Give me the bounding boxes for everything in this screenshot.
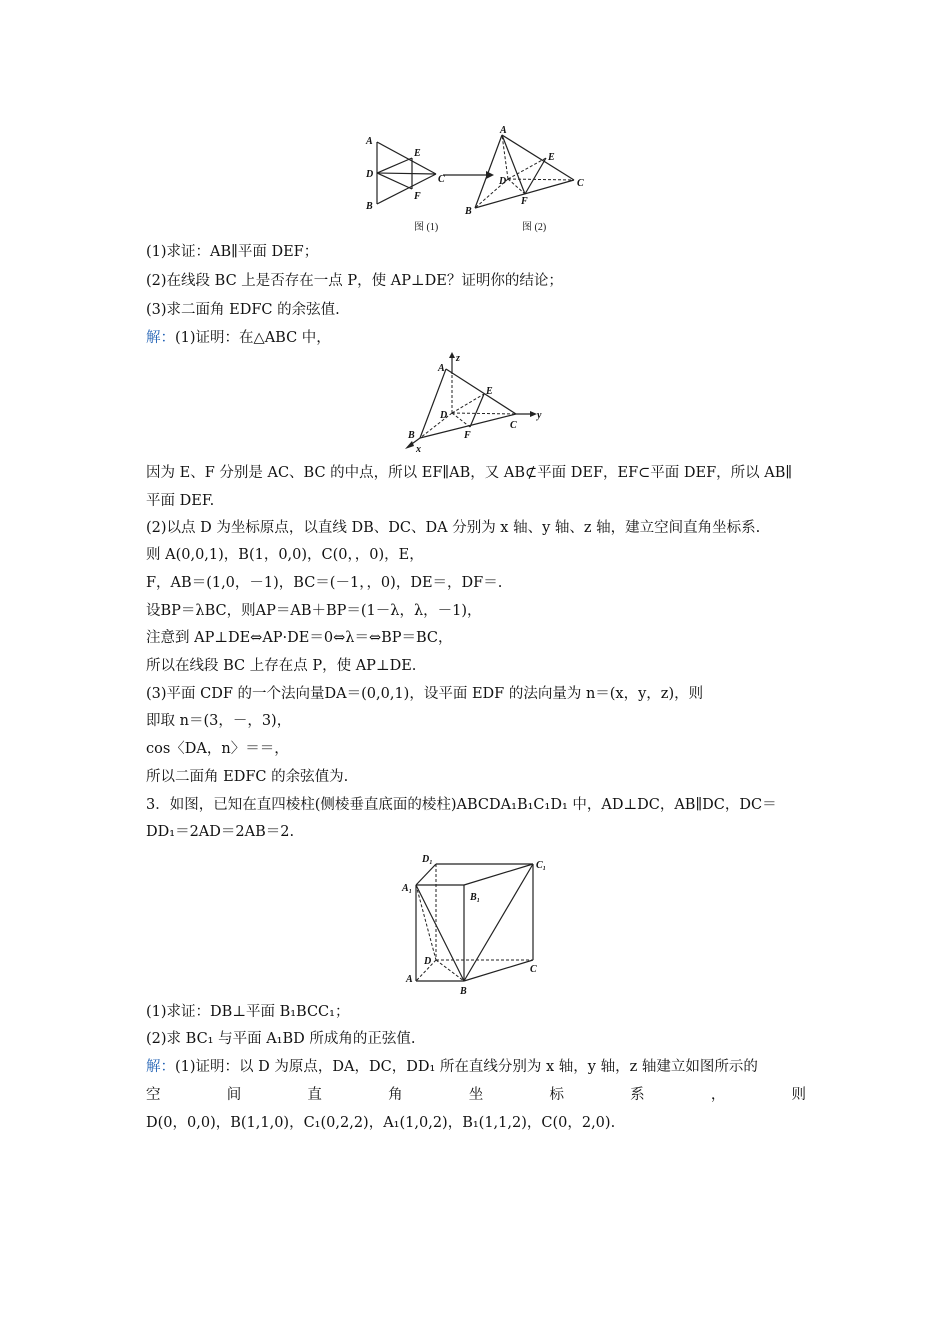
f2-label-A: A [438,363,445,374]
label-D2: D [499,176,507,187]
figure-fold-triangles [360,122,590,237]
solution-step-6: F，AB＝(1,0，－1)，BC＝(－1，，0)，DE＝，DF＝. [146,575,503,591]
solution3-prefix: 解： [146,1059,175,1075]
f2-label-C: C [510,420,517,431]
solution3-word: 系 [630,1087,645,1103]
axis-y: y [537,410,542,421]
solution3-word: 间 [226,1087,242,1103]
f2-label-D: D [440,410,448,421]
label-B: B [366,201,373,212]
f3-label-B: B [460,986,467,997]
solution3-word: 标 [549,1087,564,1103]
problem-3-line-1: 3．如图，已知在直四棱柱(侧棱垂直底面的棱柱)ABCDA₁B₁C₁D₁ 中，AD⊥DC，AB∥DC，DC＝ [146,797,777,813]
label-A: A [366,136,373,147]
prism-diagram [398,850,558,998]
label-A2: A [500,125,507,136]
axis-z: z [456,353,460,364]
solution3-intro [146,1057,758,1077]
label-F2: F [521,196,528,207]
problem-3-line-2: DD₁＝2AD＝2AB＝2. [146,824,295,840]
solution-step-13: 所以二面角 EDFC 的余弦值为. [146,769,349,785]
solution3-word: ， [710,1087,726,1103]
f3-label-B1: B₁ [470,892,481,903]
coordinate-diagram [400,352,550,454]
f3-label-A: A [406,974,413,985]
solution3-step-2 [146,1085,806,1105]
solution-step-1: (1)证明：在△ABC 中， [175,330,331,346]
solution-step-9: 所以在线段 BC 上存在点 P，使 AP⊥DE. [146,658,417,674]
fold-diagram [360,122,590,237]
f2-label-F: F [464,430,471,441]
f2-label-E: E [486,386,493,397]
f3-label-D: D [424,956,432,967]
fig1-caption: 图 (1) [414,222,439,233]
solution-step-2: 因为 E、F 分别是 AC、BC 的中点，所以 EF∥AB，又 AB⊄平面 DEF，EF⊂平面 DEF，所以 AB∥ [146,465,793,481]
label-B2: B [465,206,472,217]
solution-step-10: (3)平面 CDF 的一个法向量DA＝(0,0,1)，设平面 EDF 的法向量为 n＝(x，y，z)，则 [146,686,704,702]
solution-step-3: 平面 DEF. [146,493,215,509]
solution-intro [146,328,331,348]
solution-step-11: 即取 n＝(3，－，3)， [146,713,292,729]
solution3-step-1: (1)证明：以 D 为原点，DA，DC，DD₁ 所在直线分别为 x 轴，y 轴，z 轴建立如图所示的 [175,1059,758,1075]
solution3-word: 坐 [468,1087,484,1103]
solution3-word: 则 [791,1087,806,1103]
question-1: (1)求证：AB∥平面 DEF； [146,244,319,260]
solution-step-7: 设BP＝λBC，则AP＝AB＋BP＝(1－λ，λ，－1)， [146,603,482,619]
label-C: C [438,174,445,185]
f3-label-C1: C₁ [536,860,547,871]
label-E: E [414,148,421,159]
solution3-word: 直 [307,1087,322,1103]
solution-prefix: 解： [146,330,175,346]
question-2: (2)在线段 BC 上是否存在一点 P，使 AP⊥DE？证明你的结论； [146,273,563,289]
solution-step-4: (2)以点 D 为坐标原点，以直线 DB、DC、DA 分别为 x 轴、y 轴、z 轴，建立空间直角坐标系. [146,520,761,536]
label-F: F [414,191,421,202]
figure-prism [398,850,558,998]
label-D: D [366,169,374,180]
solution3-word: 角 [388,1087,403,1103]
solution-step-12: cos〈DA，n〉＝＝， [146,741,289,757]
solution3-step-3: D(0，0,0)，B(1,1,0)，C₁(0,2,2)，A₁(1,0,2)，B₁(1,1,2)，C(0，2,0). [146,1115,616,1131]
label-C2: C [577,178,584,189]
question3-1: (1)求证：DB⊥平面 B₁BCC₁； [146,1004,350,1020]
question-3: (3)求二面角 EDFC 的余弦值. [146,302,340,318]
solution3-word: 空 [146,1087,161,1103]
f3-label-D1: D₁ [422,854,433,865]
f3-label-A1: A₁ [402,883,413,894]
question3-2: (2)求 BC₁ 与平面 A₁BD 所成角的正弦值. [146,1031,416,1047]
f3-label-C: C [530,964,537,975]
solution-step-5: 则 A(0,0,1)，B(1，0,0)，C(0，，0)，E， [146,547,424,563]
fig2-caption: 图 (2) [522,222,547,233]
figure-coordinate-system [400,352,550,454]
axis-x: x [416,444,421,454]
label-E2: E [548,152,555,163]
solution-step-8: 注意到 AP⊥DE⇔AP·DE＝0⇔λ＝⇔BP＝BC， [146,630,453,646]
f2-label-B: B [408,430,415,441]
